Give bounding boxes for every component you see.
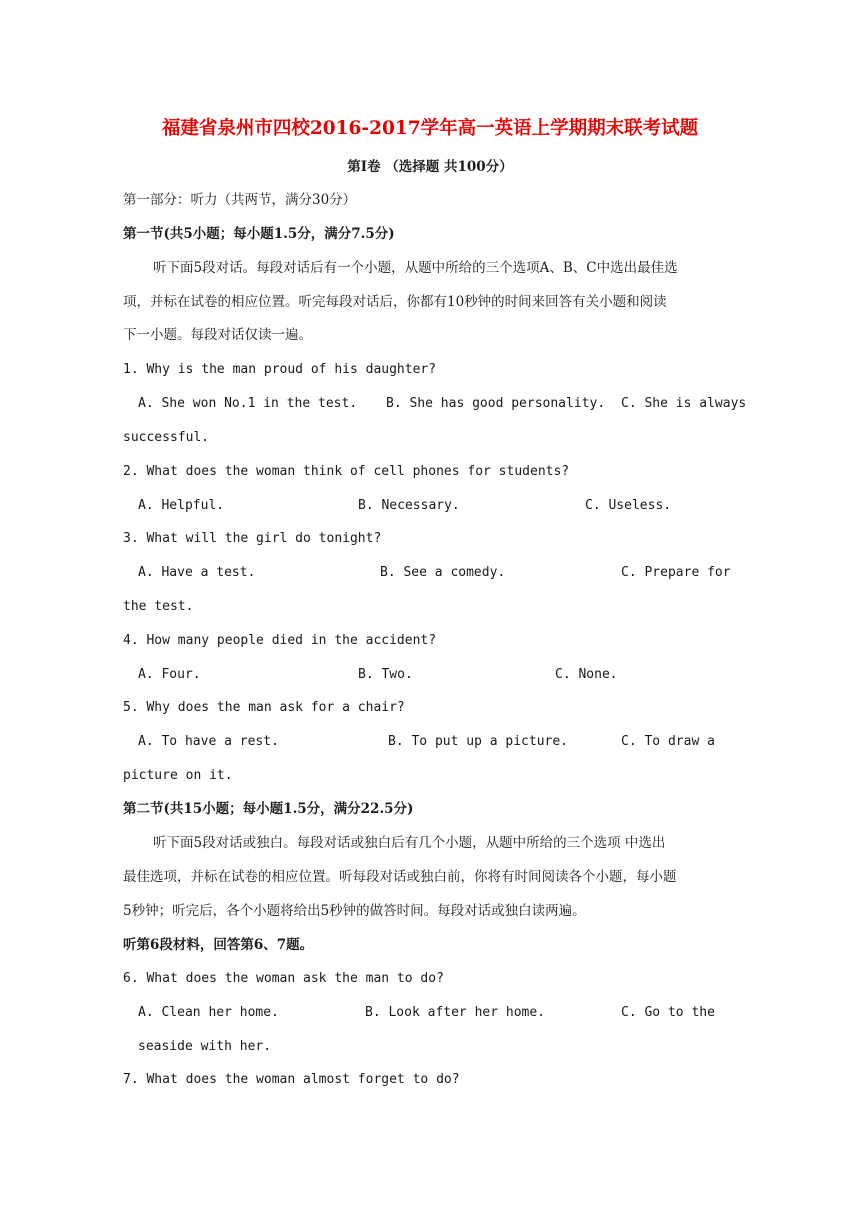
question-2-option-c: C. Useless. <box>585 498 672 513</box>
question-1-stem: 1. Why is the man proud of his daughter? <box>123 362 437 377</box>
question-5-stem: 5. Why does the man ask for a chair? <box>123 700 405 715</box>
question-6-option-c-cont: seaside with her. <box>138 1039 272 1054</box>
part-one-heading: 第一部分：听力（共两节，满分30分） <box>123 192 357 208</box>
question-6-option-c: C. Go to the <box>621 1005 715 1020</box>
section-two-instruction-1: 听下面5段对话或独白。每段对话或独白后有几个小题，从题中所给的三个选项 中选出 <box>153 835 666 851</box>
question-1-option-c-cont: successful. <box>123 430 210 445</box>
section-one-instruction-1: 听下面5段对话。每段对话后有一个小题，从题中所给的三个选项A、B、C中选出最佳选 <box>153 260 678 276</box>
section-one-heading: 第一节(共5小题；每小题1.5分，满分7.5分) <box>123 226 395 242</box>
question-3-option-a: A. Have a test. <box>138 565 256 580</box>
section-two-instruction-2: 最佳选项，并标在试卷的相应位置。听每段对话或独白前，你将有时间阅读各个小题，每小题 <box>123 869 677 885</box>
question-3-stem: 3. What will the girl do tonight? <box>123 531 382 546</box>
question-6-option-a: A. Clean her home. <box>138 1005 279 1020</box>
volume-heading: 第Ⅰ卷 （选择题 共100分） <box>347 159 513 175</box>
section-one-instruction-2: 项，并标在试卷的相应位置。听完每段对话后，你都有10秒钟的时间来回答有关小题和阅读 <box>123 294 667 310</box>
question-2-stem: 2. What does the woman think of cell phones for students? <box>123 464 570 479</box>
question-5-option-c: C. To draw a <box>621 734 715 749</box>
question-1-option-c: C. She is always <box>621 396 747 411</box>
question-4-option-a: A. Four. <box>138 667 201 682</box>
question-5-option-a: A. To have a rest. <box>138 734 279 749</box>
section-two-heading: 第二节(共15小题；每小题1.5分，满分22.5分) <box>123 801 414 817</box>
question-6-option-b: B. Look after her home. <box>365 1005 546 1020</box>
question-3-option-b: B. See a comedy. <box>380 565 506 580</box>
question-1-option-b: B. She has good personality. <box>386 396 606 411</box>
exam-title: 福建省泉州市四校2016-2017学年高一英语上学期期末联考试题 <box>161 118 699 139</box>
question-3-option-c-cont: the test. <box>123 599 194 614</box>
question-6-stem: 6. What does the woman ask the man to do? <box>123 971 444 986</box>
question-2-option-a: A. Helpful. <box>138 498 225 513</box>
section-one-instruction-3: 下一小题。每段对话仅读一遍。 <box>123 327 312 343</box>
question-4-stem: 4. How many people died in the accident? <box>123 633 437 648</box>
question-4-option-c: C. None. <box>555 667 618 682</box>
question-2-option-b: B. Necessary. <box>358 498 460 513</box>
material-6-heading: 听第6段材料，回答第6、7题。 <box>123 937 314 953</box>
question-4-option-b: B. Two. <box>358 667 413 682</box>
section-two-instruction-3: 5秒钟；听完后，各个小题将给出5秒钟的做答时间。每段对话或独白读两遍。 <box>123 903 586 919</box>
question-5-option-b: B. To put up a picture. <box>388 734 569 749</box>
question-7-stem: 7. What does the woman almost forget to do? <box>123 1072 460 1087</box>
question-3-option-c: C. Prepare for <box>621 565 731 580</box>
question-1-option-a: A. She won No.1 in the test. <box>138 396 358 411</box>
question-5-option-c-cont: picture on it. <box>123 768 233 783</box>
